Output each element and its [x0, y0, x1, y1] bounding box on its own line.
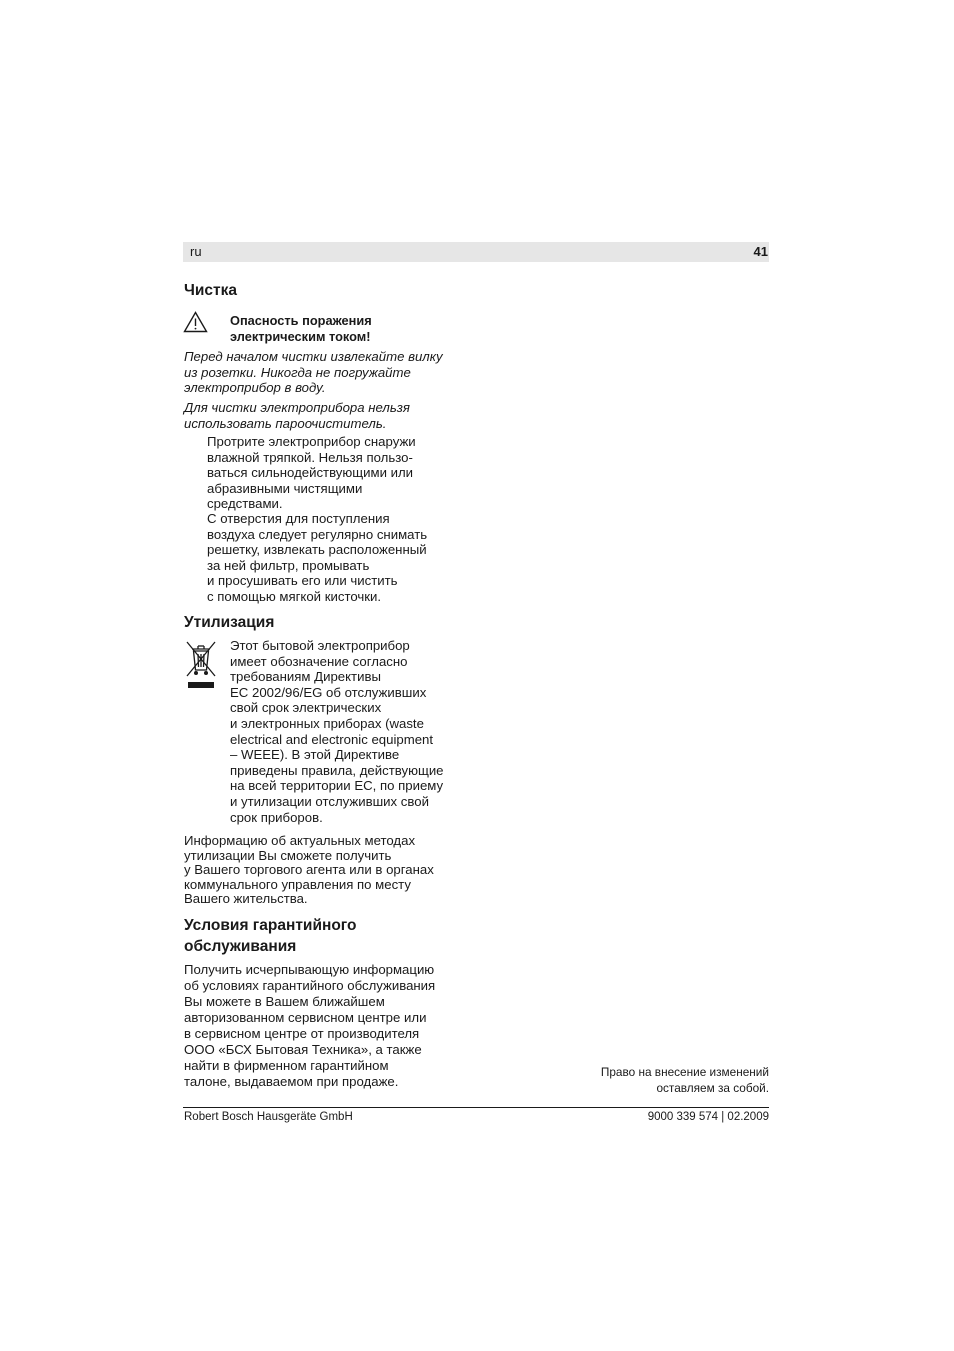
warranty-heading: Условия гарантийного обслуживания — [184, 917, 357, 955]
changes-reserved-note: Право на внесение изменений оставляем за собой. — [600, 1065, 769, 1095]
disposal-heading: Утилизация — [184, 614, 275, 631]
warning-text-steam: Для чистки электроприбора нельзя использовать пароочиститель. — [184, 400, 410, 431]
cleaning-heading: Чистка — [184, 282, 238, 299]
language-code: ru — [190, 244, 202, 259]
warning-triangle-icon — [183, 311, 208, 333]
weee-directive-text: Этот бытовой электроприбор имеет обозначение согласно требованиям Директивы EC 2002/96/EG об отслуживших свой срок электрических и электронных приборах (waste electrical and electronic equipment – WEEE). В этой Директиве приведены правила, действующие на всей территории ЕС, по приему и утилизации отслуживших свой срок приборов. — [230, 638, 444, 825]
cleaning-step-filter: С отверстия для поступления воздуха следует регулярно снимать решетку, извлекать расположенный за ней фильтр, промывать и просушивать его или чистить с помощью мягкой кисточки. — [207, 511, 428, 604]
footer-company: Robert Bosch Hausgeräte GmbH — [184, 1111, 353, 1123]
warranty-text: Получить исчерпывающую информацию об условиях гарантийного обслуживания Вы можете в Вашем ближайшем авторизованном сервисном центре или в сервисном центре от производителя ООО «БСХ Бытовая Техника», а также найти в фирменном гарантийном талоне, выдаваемом при продаже. — [184, 962, 436, 1089]
footer-divider — [183, 1107, 769, 1108]
warning-text-unplug: Перед началом чистки извлекайте вилку из розетки. Никогда не погружайте электроприбор в воду. — [184, 349, 443, 396]
page-number: 41 — [753, 244, 768, 259]
cleaning-step-exterior: Протрите электроприбор снаружи влажной тряпкой. Нельзя пользо- ваться сильнодействующими или абразивными чистящими средствами. — [207, 434, 416, 512]
footer-doc-number: 9000 339 574 | 02.2009 — [647, 1111, 769, 1123]
header-bar — [183, 242, 769, 262]
crossed-out-bin-icon — [185, 640, 217, 692]
warning-title: Опасность поражения электрическим током! — [230, 313, 372, 344]
disposal-info-text: Информацию об актуальных методах утилизации Вы сможете получить у Вашего торгового агента или в органах коммунального управления по месту Вашего жительства. — [184, 833, 434, 907]
